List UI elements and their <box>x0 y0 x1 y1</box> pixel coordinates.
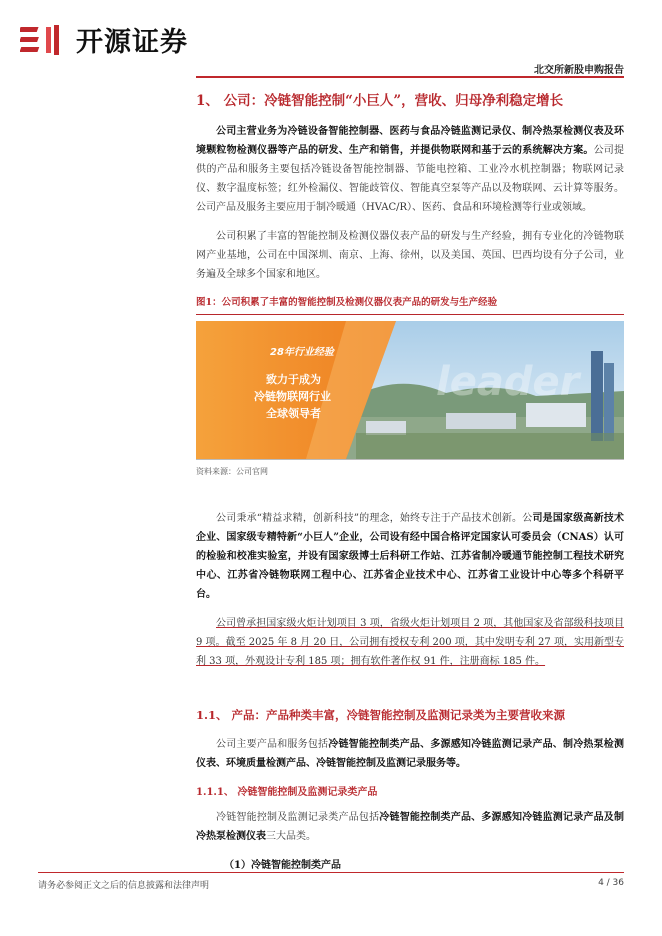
logo-text: 开源证券 <box>76 27 188 58</box>
bold-text: 冷链智能控制类产品、多源感知冷链监测记录产品、制冷热泵检测仪表、环境质量检测产品、冷链智能控制及监测记录服务等。 <box>196 739 625 769</box>
figure-1-banner <box>196 321 624 460</box>
paragraph-patents: 公司曾承担国家级火炬计划项目 3 项，省级火炬计划项目 2 项，其他国家及省部级科技项目 9 项。截至 2025 年 8 月 20 日，公司拥有授权专利 200 项，其中发明专利 27 项，实用新型专利 33 项，外观设计专利 185 项；拥有软件著作权 91 件，注册商标 185 件。 <box>196 618 624 667</box>
body-text: 三大品类。 <box>266 831 316 842</box>
figure-1-caption: 图1：公司积累了丰富的智能控制及检测仪器仪表产品的研发与生产经验 <box>196 294 624 315</box>
bold-text: 冷链智能控制类产品、多源感知冷链监测记录产品及制冷热泵检测仪表 <box>196 812 625 842</box>
section-1-title: 1、 公司：冷链智能控制“小巨人”，营收、归母净利稳定增长 <box>196 93 564 109</box>
subsection-title: （1）冷链智能控制类产品 <box>224 860 341 871</box>
logo-mark-icon <box>20 23 64 57</box>
report-type: 北交所新股申购报告 <box>534 65 624 76</box>
section-1-1-1-title: 1.1.1、 冷链智能控制及监测记录类产品 <box>196 787 378 798</box>
page-number: 4 / 36 <box>598 878 624 888</box>
banner-watermark: leader <box>436 359 580 405</box>
banner-line-3: 冷链物联网行业 <box>254 390 331 403</box>
body-text: 冷链智能控制及监测记录类产品包括 <box>216 812 380 823</box>
main-content <box>196 92 624 871</box>
body-text: 公司提供的产品和服务主要包括冷链设备智能控制器、节能电控箱、工业冷水机控制器；物联网记录仪、数字温度标签；红外检漏仪、智能歧管仪、智能真空泵等产品以及物联网、云计算等服务。公司产品及服务主要应用于制冷暖通（HVAC/R）、医药、食品和环境检测等行业或领域。 <box>196 145 624 213</box>
body-text: 公司主要产品和服务包括 <box>216 739 329 750</box>
paragraph-experience: 公司积累了丰富的智能控制及检测仪器仪表产品的研发与生产经验，拥有专业化的冷链物联网产业基地，公司在中国深圳、南京、上海、徐州，以及美国、英国、巴西均设有分子公司，业务遍及全球多个国家和地区。 <box>196 231 624 280</box>
company-logo <box>20 20 188 59</box>
footer-divider <box>38 872 624 873</box>
banner-years: 28年行业经验 <box>270 347 334 358</box>
footer-disclaimer: 请务必参阅正文之后的信息披露和法律声明 <box>38 881 210 891</box>
bold-text: 公司主营业务为冷链设备智能控制器、医药与食品冷链监测记录仪、制冷热泵检测仪表及环境颗粒物检测仪器等产品的研发、生产和销售，并提供物联网和基于云的系统解决方案。 <box>196 126 624 156</box>
banner-line-4: 全球领导者 <box>266 407 321 420</box>
paragraph-main-business <box>196 122 624 217</box>
bold-text: 司是国家级高新技术企业、国家级专精特新“小巨人”企业，公司设有经中国合格评定国家认可委员会（CNAS）认可的检验和校准实验室，并设有国家级博士后科研工作站、江苏省制冷暖通节能控制工程技术研究中心、江苏省冷链物联网工程中心、江苏省企业技术中心、江苏省工业设计中心等多个科研平台。 <box>196 513 624 600</box>
figure-1-source: 资料来源：公司官网 <box>196 467 268 476</box>
banner-line-2: 致力于成为 <box>266 373 321 386</box>
paragraph-product-categories <box>196 808 624 846</box>
section-1-1-title: 1.1、 产品：产品种类丰富，冷链智能控制及监测记录类为主要营收来源 <box>196 708 566 722</box>
body-text: 公司秉承“精益求精，创新科技”的理念，始终专注于产品技术创新。公 <box>216 513 533 524</box>
paragraph-products <box>196 735 624 773</box>
header-divider <box>196 76 624 78</box>
paragraph-innovation <box>196 509 624 604</box>
